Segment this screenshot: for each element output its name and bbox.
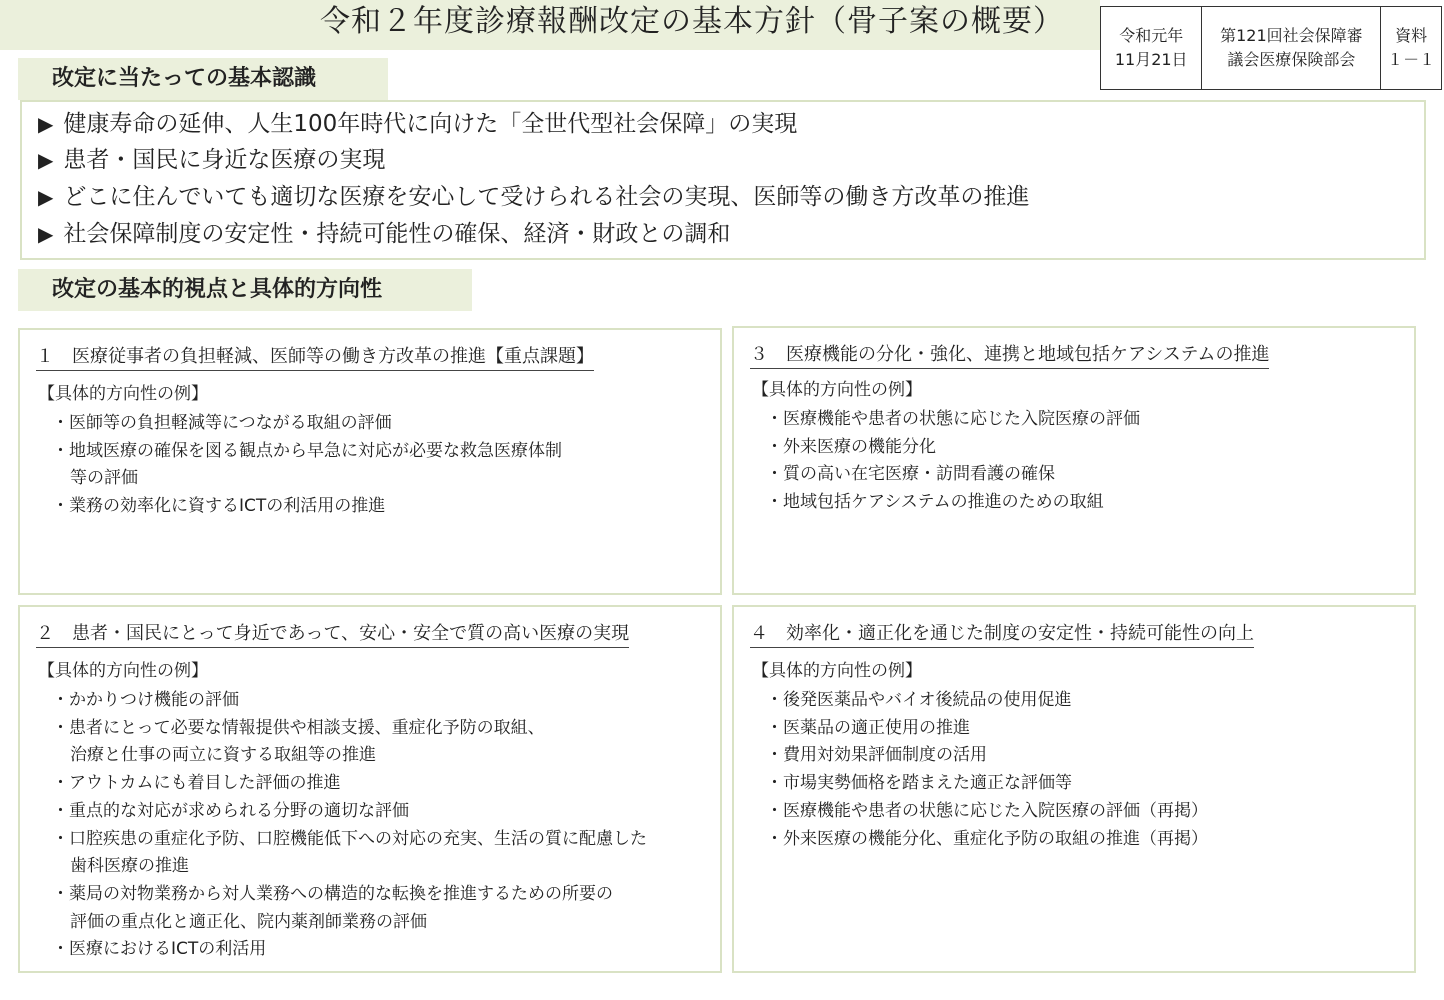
meta-date-line: 令和元年 [1119,26,1184,45]
list-item-line: ・アウトカムにも着目した評価の推進 [52,773,341,794]
document-meta-box [1100,6,1442,90]
list-item [766,461,1140,489]
list-item [52,936,647,964]
perspective-panel-3 [732,326,1416,595]
basic-recognition-box [20,100,1426,260]
list-item [766,434,1140,462]
list-item-line: ・外来医療の機能分化、重症化予防の取組の推進（再掲） [766,828,1208,849]
meta-date [1101,7,1202,89]
basic-item-text: 社会保障制度の安定性・持続可能性の確保、経済・財政との調和 [63,221,731,247]
basic-item [38,144,385,176]
basic-item [38,218,730,250]
basic-item-text: 健康寿命の延伸、人生100年時代に向けた「全世代型社会保障」の実現 [63,111,798,137]
panel-list [52,410,562,521]
meta-meeting [1202,7,1381,89]
list-item-line: ・口腔疾患の重症化予防、口腔機能低下への対応の充実、生活の質に配慮した [52,828,647,849]
panel-list [766,687,1208,853]
list-item-line: 歯科医療の推進 [70,856,189,877]
list-item-line: ・地域包括ケアシステムの推進のための取組 [766,492,1104,513]
list-item-line: ・医薬品の適正使用の推進 [766,717,970,738]
page-title: 令和２年度診療報酬改定の基本方針（骨子案の概要） [320,4,1064,39]
panel-subtitle: 【具体的方向性の例】 [38,384,208,404]
list-item [766,826,1208,854]
panel-title: ４ 効率化・適正化を通じた制度の安定性・持続可能性の向上 [750,621,1254,648]
list-item-line: ・業務の効率化に資するICTの利活用の推進 [52,496,386,517]
list-item [52,687,647,715]
list-item-line: 治療と仕事の両立に資する取組等の推進 [70,745,376,766]
panel-subtitle: 【具体的方向性の例】 [752,380,922,400]
meta-doc-number-line: １－１ [1387,50,1436,69]
panel-title: ２ 患者・国民にとって身近であって、安心・安全で質の高い医療の実現 [36,621,629,648]
list-item [766,406,1140,434]
meta-meeting-line: 議会医療保険部会 [1227,50,1356,69]
panel-list [766,406,1140,517]
list-item [766,742,1208,770]
list-item-line: ・後発医薬品やバイオ後続品の使用促進 [766,690,1072,710]
list-item [52,493,562,521]
panel-subtitle: 【具体的方向性の例】 [38,661,208,681]
panel-list [52,687,647,964]
list-item [52,770,647,798]
triangle-bullet-icon: ▶ [38,222,54,246]
list-item [766,687,1208,715]
list-item-line: 評価の重点化と適正化、院内薬剤師業務の評価 [70,911,427,932]
list-item-line: ・重点的な対応が求められる分野の適切な評価 [52,800,409,821]
list-item-line: ・地域医療の確保を図る観点から早急に対応が必要な救急医療体制 [52,440,562,461]
basic-item-text: どこに住んでいても適切な医療を安心して受けられる社会の実現、医師等の働き方改革の推進 [63,184,1030,210]
list-item-line: ・薬局の対物業務から対人業務への構造的な転換を推進するための所要の [52,883,613,904]
list-item [52,715,647,770]
list-item [766,770,1208,798]
meta-doc-number [1381,7,1441,89]
perspective-panel-2 [18,605,722,973]
triangle-bullet-icon: ▶ [38,112,54,136]
list-item [766,798,1208,826]
list-item [52,826,647,881]
list-item [766,715,1208,743]
basic-item [38,108,797,140]
list-item-line: ・医療機能や患者の状態に応じた入院医療の評価（再掲） [766,800,1208,821]
meta-date-line: 11月21日 [1114,50,1188,69]
basic-item [38,181,1029,213]
perspective-panel-1 [18,328,722,595]
list-item-line: ・質の高い在宅医療・訪問看護の確保 [766,464,1055,485]
list-item [52,438,562,493]
perspective-panel-4 [732,605,1416,973]
list-item [52,881,647,936]
list-item [52,410,562,438]
panel-subtitle: 【具体的方向性の例】 [752,661,922,681]
meta-meeting-line: 第121回社会保障審 [1220,26,1363,45]
list-item [766,489,1140,517]
basic-item-text: 患者・国民に身近な医療の実現 [63,147,386,173]
list-item-line: ・外来医療の機能分化 [766,436,936,457]
section-label-perspectives: 改定の基本的視点と具体的方向性 [18,269,472,311]
triangle-bullet-icon: ▶ [38,148,54,172]
list-item-line: ・市場実勢価格を踏まえた適正な評価等 [766,773,1072,794]
list-item [52,798,647,826]
list-item-line: ・医療におけるICTの利活用 [52,939,267,960]
panel-title: １ 医療従事者の負担軽減、医師等の働き方改革の推進【重点課題】 [36,344,594,371]
list-item-line: ・かかりつけ機能の評価 [52,690,239,710]
list-item-line: ・医師等の負担軽減等につながる取組の評価 [52,413,392,433]
list-item-line: ・患者にとって必要な情報提供や相談支援、重症化予防の取組、 [52,717,545,738]
panel-title: ３ 医療機能の分化・強化、連携と地域包括ケアシステムの推進 [750,342,1269,369]
list-item-line: ・費用対効果評価制度の活用 [766,745,987,766]
meta-doc-number-line: 資料 [1395,26,1428,45]
section-label-basic-recognition: 改定に当たっての基本認識 [18,58,388,100]
list-item-line: 等の評価 [70,468,138,489]
list-item-line: ・医療機能や患者の状態に応じた入院医療の評価 [766,409,1140,429]
triangle-bullet-icon: ▶ [38,185,54,209]
